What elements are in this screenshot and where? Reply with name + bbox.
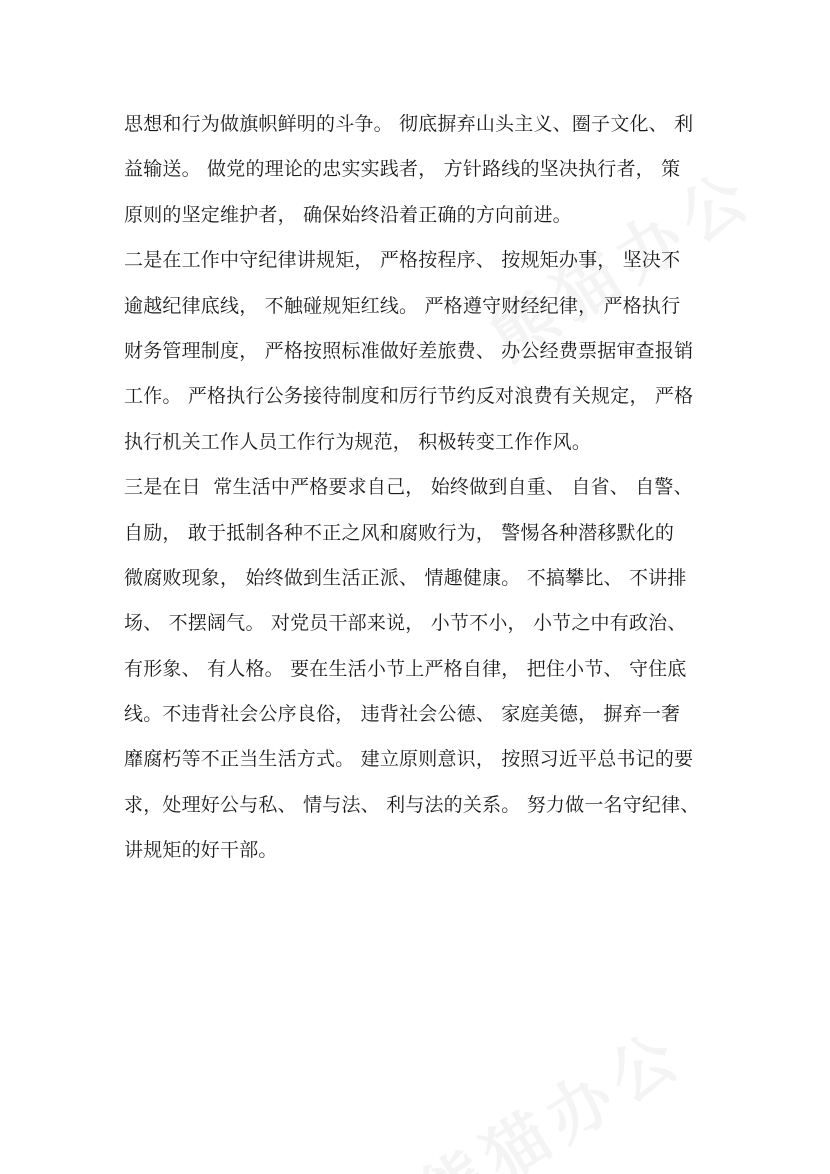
text-line: 原则的坚定维护者， 确保始终沿着正确的方向前进。 bbox=[124, 203, 572, 226]
text-line: 三是在日 常生活中严格要求自己， 始终做到自重、 自省、 自警、 bbox=[124, 476, 693, 499]
text-line: 有形象、 有人格。 要在生活小节上严格自律， 把住小节、 守住底 bbox=[124, 657, 687, 680]
watermark bbox=[400, 1003, 700, 1174]
text-line: 思想和行为做旗帜鲜明的斗争。 彻底摒弃山头主义、圈子文化、 利 bbox=[124, 113, 694, 135]
text-line: 益输送。 做党的理论的忠实实践者， 方针路线的坚决执行者， 策 bbox=[124, 158, 681, 181]
text-line: 靡腐朽等不正当生活方式。 建立原则意识， 按照习近平总书记的要 bbox=[124, 748, 694, 771]
text-line: 求，处理好公与私、 情与法、 利与法的关系。 努力做一名守纪律、 bbox=[124, 793, 700, 816]
text-line: 场、 不摆阔气。 对党员干部来说， 小节不小， 小节之中有政治、 bbox=[124, 612, 687, 635]
text-line: 微腐败现象， 始终做到生活正派、 情趣健康。 不搞攀比、 不讲排 bbox=[124, 566, 687, 589]
text-line: 财务管理制度， 严格按照标准做好差旅费、 办公经费票据审查报销 bbox=[124, 339, 694, 362]
text-line: 讲规矩的好干部。 bbox=[124, 839, 278, 862]
text-line: 工作。 严格执行公务接待制度和厉行节约反对浪费有关规定， 严格 bbox=[124, 385, 694, 408]
text-line: 自励， 敢于抵制各种不正之风和腐败行为， 警惕各种潜移默化的 bbox=[124, 521, 675, 544]
text-line: 执行机关工作人员工作行为规范， 积极转变工作作风。 bbox=[124, 430, 592, 453]
text-line: 逾越纪律底线， 不触碰规矩红线。 严格遵守财经纪律， 严格执行 bbox=[124, 294, 681, 317]
text-line: 线。不违背社会公序良俗， 违背社会公德、 家庭美德， 摒弃一奢 bbox=[124, 703, 681, 726]
body-text bbox=[124, 102, 724, 874]
text-line: 二是在工作中守纪律讲规矩， 严格按程序、 按规矩办事， 坚决不 bbox=[124, 249, 681, 272]
